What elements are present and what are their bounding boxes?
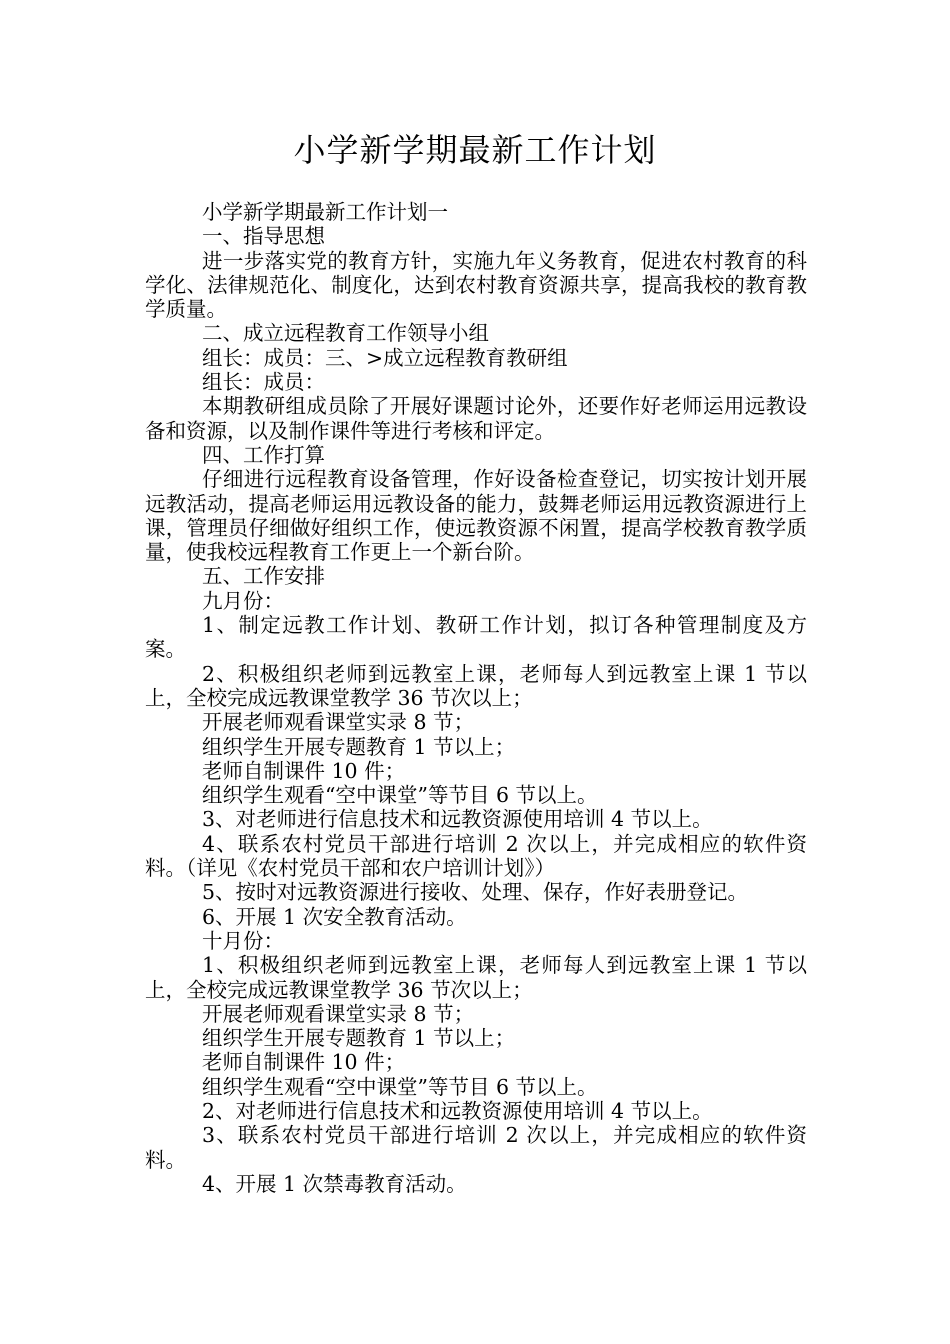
document-body (145, 200, 807, 1196)
paragraph: 6、开展 1 次安全教育活动。 (202, 904, 467, 929)
paragraph: 老师自制课件 10 件； (202, 758, 406, 783)
paragraph: 组长：成员： (202, 370, 325, 395)
document-title: 小学新学期最新工作计划 (293, 131, 657, 169)
paragraph: 仔细进行远程教育设备管理，作好设备检查登记，切实按计划开展远教活动，提高老师运用远教设备的能力，鼓舞老师运用远教资源进行上课，管理员仔细做好组织工作，使远教资源不闲置，提高学校教育教学质量，使我校远程教育工作更上一个新台阶。 (145, 467, 807, 565)
paragraph: 老师自制课件 10 件； (202, 1050, 406, 1075)
paragraph: 一、指导思想 (202, 224, 325, 249)
paragraph: 四、工作打算 (202, 442, 325, 467)
paragraph: 十月份： (202, 928, 284, 953)
paragraph: 组织学生观看“空中课堂”等节目 6 节以上。 (202, 783, 598, 808)
paragraph: 本期教研组成员除了开展好课题讨论外，还要作好老师运用远教设备和资源，以及制作课件等进行考核和评定。 (145, 394, 807, 443)
paragraph: 组长：成员：三、>成立远程教育教研组 (202, 345, 568, 370)
paragraph: 3、联系农村党员干部进行培训 2 次以上，并完成相应的软件资料。 (145, 1123, 807, 1172)
paragraph: 2、对老师进行信息技术和远教资源使用培训 4 节以上。 (202, 1098, 713, 1123)
paragraph: 二、成立远程教育工作领导小组 (202, 321, 489, 346)
paragraph: 进一步落实党的教育方针，实施九年义务教育，促进农村教育的科学化、法律规范化、制度化，达到农村教育资源共享，提高我校的教育教学质量。 (145, 248, 807, 322)
paragraph: 组织学生观看“空中课堂”等节目 6 节以上。 (202, 1074, 598, 1099)
paragraph: 开展老师观看课堂实录 8 节； (202, 710, 475, 735)
paragraph: 1、制定远教工作计划、教研工作计划，拟订各种管理制度及方案。 (145, 613, 807, 662)
paragraph: 小学新学期最新工作计划一 (202, 200, 448, 224)
paragraph: 开展老师观看课堂实录 8 节； (202, 1001, 475, 1026)
paragraph: 1、积极组织老师到远教室上课，老师每人到远教室上课 1 节以上，全校完成远教课堂教学 36 节次以上； (145, 953, 807, 1002)
paragraph: 2、积极组织老师到远教室上课，老师每人到远教室上课 1 节以上，全校完成远教课堂教学 36 节次以上； (145, 661, 807, 710)
paragraph: 组织学生开展专题教育 1 节以上； (202, 734, 516, 759)
paragraph: 4、开展 1 次禁毒教育活动。 (202, 1171, 467, 1196)
paragraph: 九月份： (202, 588, 284, 613)
paragraph: 组织学生开展专题教育 1 节以上； (202, 1026, 516, 1051)
paragraph: 4、联系农村党员干部进行培训 2 次以上，并完成相应的软件资料。（详见《农村党员干部和农户培训计划》） (145, 831, 807, 881)
paragraph: 五、工作安排 (202, 564, 325, 589)
paragraph: 3、对老师进行信息技术和远教资源使用培训 4 节以上。 (202, 807, 713, 832)
paragraph: 5、按时对远教资源进行接收、处理、保存，作好表册登记。 (202, 880, 749, 905)
